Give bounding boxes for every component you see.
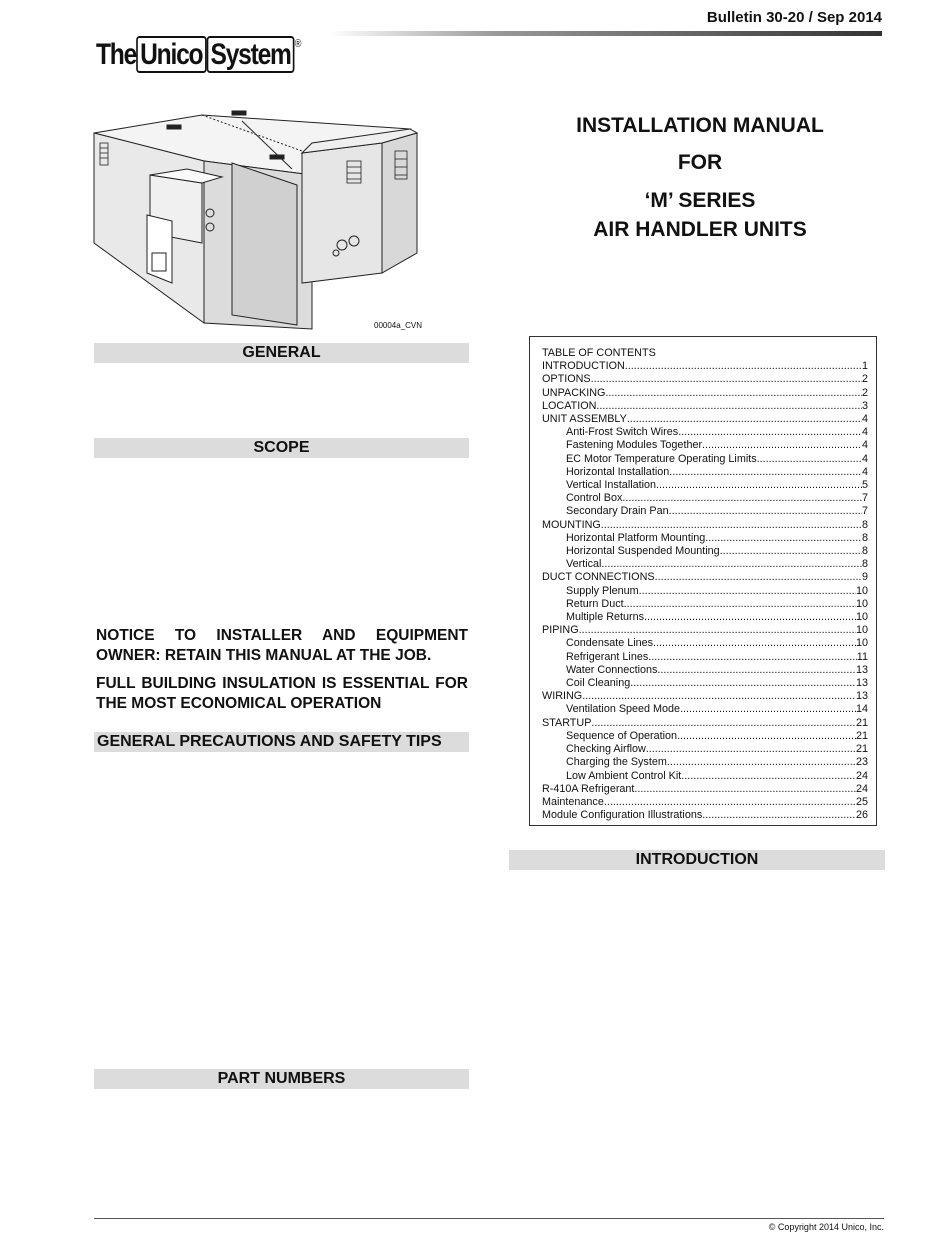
toc-entry-title: Vertical Installation xyxy=(566,479,657,492)
toc-entry-page: 4 xyxy=(861,413,868,426)
toc-entry xyxy=(542,717,868,730)
toc-leader-dots xyxy=(720,545,862,558)
toc-entry-title: Low Ambient Control Kit xyxy=(566,769,682,782)
toc-entry-page: 7 xyxy=(861,492,868,505)
toc-entry xyxy=(542,624,868,637)
toc-entry-title: Secondary Drain Pan xyxy=(566,505,669,518)
toc-entry xyxy=(542,611,868,624)
toc-entry xyxy=(542,453,868,466)
toc-entry-page: 13 xyxy=(855,677,868,690)
toc-leader-dots xyxy=(702,809,856,822)
copyright: © Copyright 2014 Unico, Inc. xyxy=(768,1222,884,1232)
bulletin-number: Bulletin 30-20 / Sep 2014 xyxy=(706,9,882,26)
toc-entry-title: Coil Cleaning xyxy=(566,677,631,690)
toc-entry xyxy=(542,426,868,439)
toc-entry-title: Horizontal Platform Mounting xyxy=(566,531,706,544)
toc-entry xyxy=(542,545,868,558)
manual-title-line-4: AIR HANDLER UNITS xyxy=(593,218,807,241)
toc-entry-title: Maintenance xyxy=(542,795,604,808)
toc-entry-title: WIRING xyxy=(542,690,583,703)
toc-entry-title: Refrigerant Lines xyxy=(566,650,649,663)
toc-leader-dots xyxy=(634,783,856,796)
logo-system: System xyxy=(206,36,294,73)
toc-leader-dots xyxy=(596,400,862,413)
toc-leader-dots xyxy=(630,677,856,690)
toc-entry-title: INTRODUCTION xyxy=(542,360,625,373)
toc-entry-page: 4 xyxy=(861,452,868,465)
toc-leader-dots xyxy=(601,519,862,532)
toc-leader-dots xyxy=(604,796,856,809)
toc-leader-dots xyxy=(648,651,857,664)
air-handler-illustration xyxy=(92,103,452,333)
toc-entry-page: 10 xyxy=(855,584,868,597)
toc-entry-title: Vertical xyxy=(566,558,602,571)
toc-entry-page: 25 xyxy=(855,795,868,808)
toc-leader-dots xyxy=(681,770,856,783)
toc-entry xyxy=(542,690,868,703)
toc-entry-page: 4 xyxy=(861,439,868,452)
toc-entry-page: 13 xyxy=(855,690,868,703)
toc-entry xyxy=(542,598,868,611)
toc-leader-dots xyxy=(627,413,862,426)
toc-entry xyxy=(542,796,868,809)
logo-unico: Unico xyxy=(136,36,206,73)
toc-leader-dots xyxy=(757,453,862,466)
toc-entry-title: Sequence of Operation xyxy=(566,729,678,742)
toc-leader-dots xyxy=(657,664,856,677)
toc-leader-dots xyxy=(677,730,856,743)
toc-entry xyxy=(542,387,868,400)
logo-registered-mark: ® xyxy=(294,38,302,50)
toc-entry-page: 21 xyxy=(855,729,868,742)
toc-leader-dots xyxy=(639,585,856,598)
manual-title-line-1: INSTALLATION MANUAL xyxy=(576,114,824,137)
toc-entry xyxy=(542,439,868,452)
toc-entry xyxy=(542,360,868,373)
toc-entry-title: Return Duct xyxy=(566,597,624,610)
toc-leader-dots xyxy=(622,492,862,505)
toc-entry-title: Horizontal Suspended Mounting xyxy=(566,545,720,558)
toc-entry-page: 13 xyxy=(855,663,868,676)
toc-entry xyxy=(542,783,868,796)
toc-entry xyxy=(542,770,868,783)
toc-entry-title: Multiple Returns xyxy=(566,611,645,624)
notice-insulation: FULL BUILDING INSULATION IS ESSENTIAL FOR THE MOST ECONOMICAL OPERATION xyxy=(96,675,468,712)
toc-entry-page: 14 xyxy=(855,703,868,716)
table-of-contents xyxy=(529,336,877,826)
toc-leader-dots xyxy=(601,558,862,571)
toc-entry xyxy=(542,413,868,426)
toc-entry-title: Control Box xyxy=(566,492,623,505)
toc-entry-title: Charging the System xyxy=(566,756,667,769)
toc-entry-page: 4 xyxy=(861,465,868,478)
toc-entry-title: Condensate Lines xyxy=(566,637,654,650)
toc-entry xyxy=(542,585,868,598)
toc-entry-page: 4 xyxy=(861,426,868,439)
toc-entry-page: 11 xyxy=(856,650,868,663)
section-introduction: INTRODUCTION xyxy=(509,850,885,870)
toc-leader-dots xyxy=(644,611,856,624)
toc-entry-page: 2 xyxy=(861,386,868,399)
toc-entry-title: EC Motor Temperature Operating Limits xyxy=(566,452,757,465)
toc-entry-page: 8 xyxy=(861,518,868,531)
toc-entry xyxy=(542,373,868,386)
toc-leader-dots xyxy=(669,505,862,518)
toc-entry-page: 10 xyxy=(855,624,868,637)
toc-entry xyxy=(542,532,868,545)
company-logo xyxy=(96,38,301,72)
toc-entry-page: 21 xyxy=(855,743,868,756)
toc-entry-page: 3 xyxy=(861,399,868,412)
toc-entry-title: Anti-Frost Switch Wires xyxy=(566,426,679,439)
manual-title-line-2: FOR xyxy=(677,151,723,174)
manual-title-line-3: ‘M’ SERIES xyxy=(644,189,756,212)
toc-entry-title: DUCT CONNECTIONS xyxy=(542,571,655,584)
toc-heading: TABLE OF CONTENTS xyxy=(542,347,656,359)
toc-entry-title: UNIT ASSEMBLY xyxy=(542,413,627,426)
toc-entry xyxy=(542,479,868,492)
header-rule xyxy=(330,31,882,36)
toc-leader-dots xyxy=(625,360,862,373)
toc-entry-page: 10 xyxy=(855,597,868,610)
toc-leader-dots xyxy=(680,703,856,716)
toc-entry-title: Horizontal Installation xyxy=(566,465,670,478)
toc-leader-dots xyxy=(669,466,862,479)
toc-entry-page: 10 xyxy=(855,637,868,650)
toc-leader-dots xyxy=(653,637,856,650)
toc-entry xyxy=(542,743,868,756)
section-scope: SCOPE xyxy=(94,438,469,458)
section-precautions: GENERAL PRECAUTIONS AND SAFETY TIPS xyxy=(94,732,469,752)
toc-entry-title: PIPING xyxy=(542,624,579,637)
toc-leader-dots xyxy=(624,598,856,611)
section-part-numbers: PART NUMBERS xyxy=(94,1069,469,1089)
toc-entry-page: 7 xyxy=(861,505,868,518)
toc-entry-page: 24 xyxy=(855,769,868,782)
toc-leader-dots xyxy=(702,439,862,452)
toc-leader-dots xyxy=(591,373,862,386)
toc-entry-title: STARTUP xyxy=(542,716,592,729)
toc-entry xyxy=(542,505,868,518)
toc-entry xyxy=(542,651,868,664)
toc-entry xyxy=(542,677,868,690)
footer-rule xyxy=(94,1218,884,1219)
toc-entry-title: Checking Airflow xyxy=(566,743,646,756)
toc-leader-dots xyxy=(667,756,856,769)
toc-entry-title: Ventilation Speed Mode xyxy=(566,703,681,716)
toc-entry-page: 1 xyxy=(861,360,868,373)
toc-entry-title: UNPACKING xyxy=(542,386,606,399)
toc-entry-title: Module Configuration Illustrations xyxy=(542,809,703,822)
toc-entry xyxy=(542,809,868,822)
toc-entry-page: 10 xyxy=(855,611,868,624)
toc-entry-page: 24 xyxy=(855,782,868,795)
toc-leader-dots xyxy=(591,717,856,730)
toc-entry-page: 21 xyxy=(855,716,868,729)
toc-entry-page: 5 xyxy=(861,479,868,492)
notice-retain-manual: NOTICE TO INSTALLER AND EQUIPMENT OWNER: RETAIN THIS MANUAL AT THE JOB. xyxy=(96,627,468,664)
toc-entry-page: 26 xyxy=(855,809,868,822)
toc-entry-page: 23 xyxy=(855,756,868,769)
toc-entry xyxy=(542,492,868,505)
figure-caption: 00004a_CVN xyxy=(374,321,423,330)
toc-entry-page: 8 xyxy=(861,531,868,544)
toc-leader-dots xyxy=(582,690,856,703)
toc-leader-dots xyxy=(579,624,856,637)
toc-leader-dots xyxy=(705,532,862,545)
toc-entry-page: 8 xyxy=(861,545,868,558)
toc-entry-title: OPTIONS xyxy=(542,373,591,386)
toc-entry xyxy=(542,558,868,571)
toc-entry-title: Fastening Modules Together xyxy=(566,439,703,452)
toc-entry xyxy=(542,466,868,479)
toc-entry xyxy=(542,519,868,532)
toc-entry-page: 8 xyxy=(861,558,868,571)
toc-entry xyxy=(542,756,868,769)
toc-entries xyxy=(542,360,868,822)
toc-entry xyxy=(542,730,868,743)
logo-the: The xyxy=(96,38,137,71)
toc-leader-dots xyxy=(646,743,856,756)
toc-leader-dots xyxy=(655,571,862,584)
toc-entry-title: Water Connections xyxy=(566,663,658,676)
toc-leader-dots xyxy=(656,479,862,492)
toc-entry-title: MOUNTING xyxy=(542,518,601,531)
toc-entry-page: 2 xyxy=(861,373,868,386)
toc-leader-dots xyxy=(678,426,862,439)
toc-entry-title: Supply Plenum xyxy=(566,584,639,597)
toc-entry-page: 9 xyxy=(861,571,868,584)
toc-entry xyxy=(542,571,868,584)
toc-entry xyxy=(542,703,868,716)
toc-entry-title: LOCATION xyxy=(542,399,597,412)
toc-entry xyxy=(542,637,868,650)
section-general: GENERAL xyxy=(94,343,469,363)
toc-entry xyxy=(542,664,868,677)
toc-leader-dots xyxy=(605,387,862,400)
toc-entry xyxy=(542,400,868,413)
toc-entry-title: R-410A Refrigerant xyxy=(542,782,635,795)
